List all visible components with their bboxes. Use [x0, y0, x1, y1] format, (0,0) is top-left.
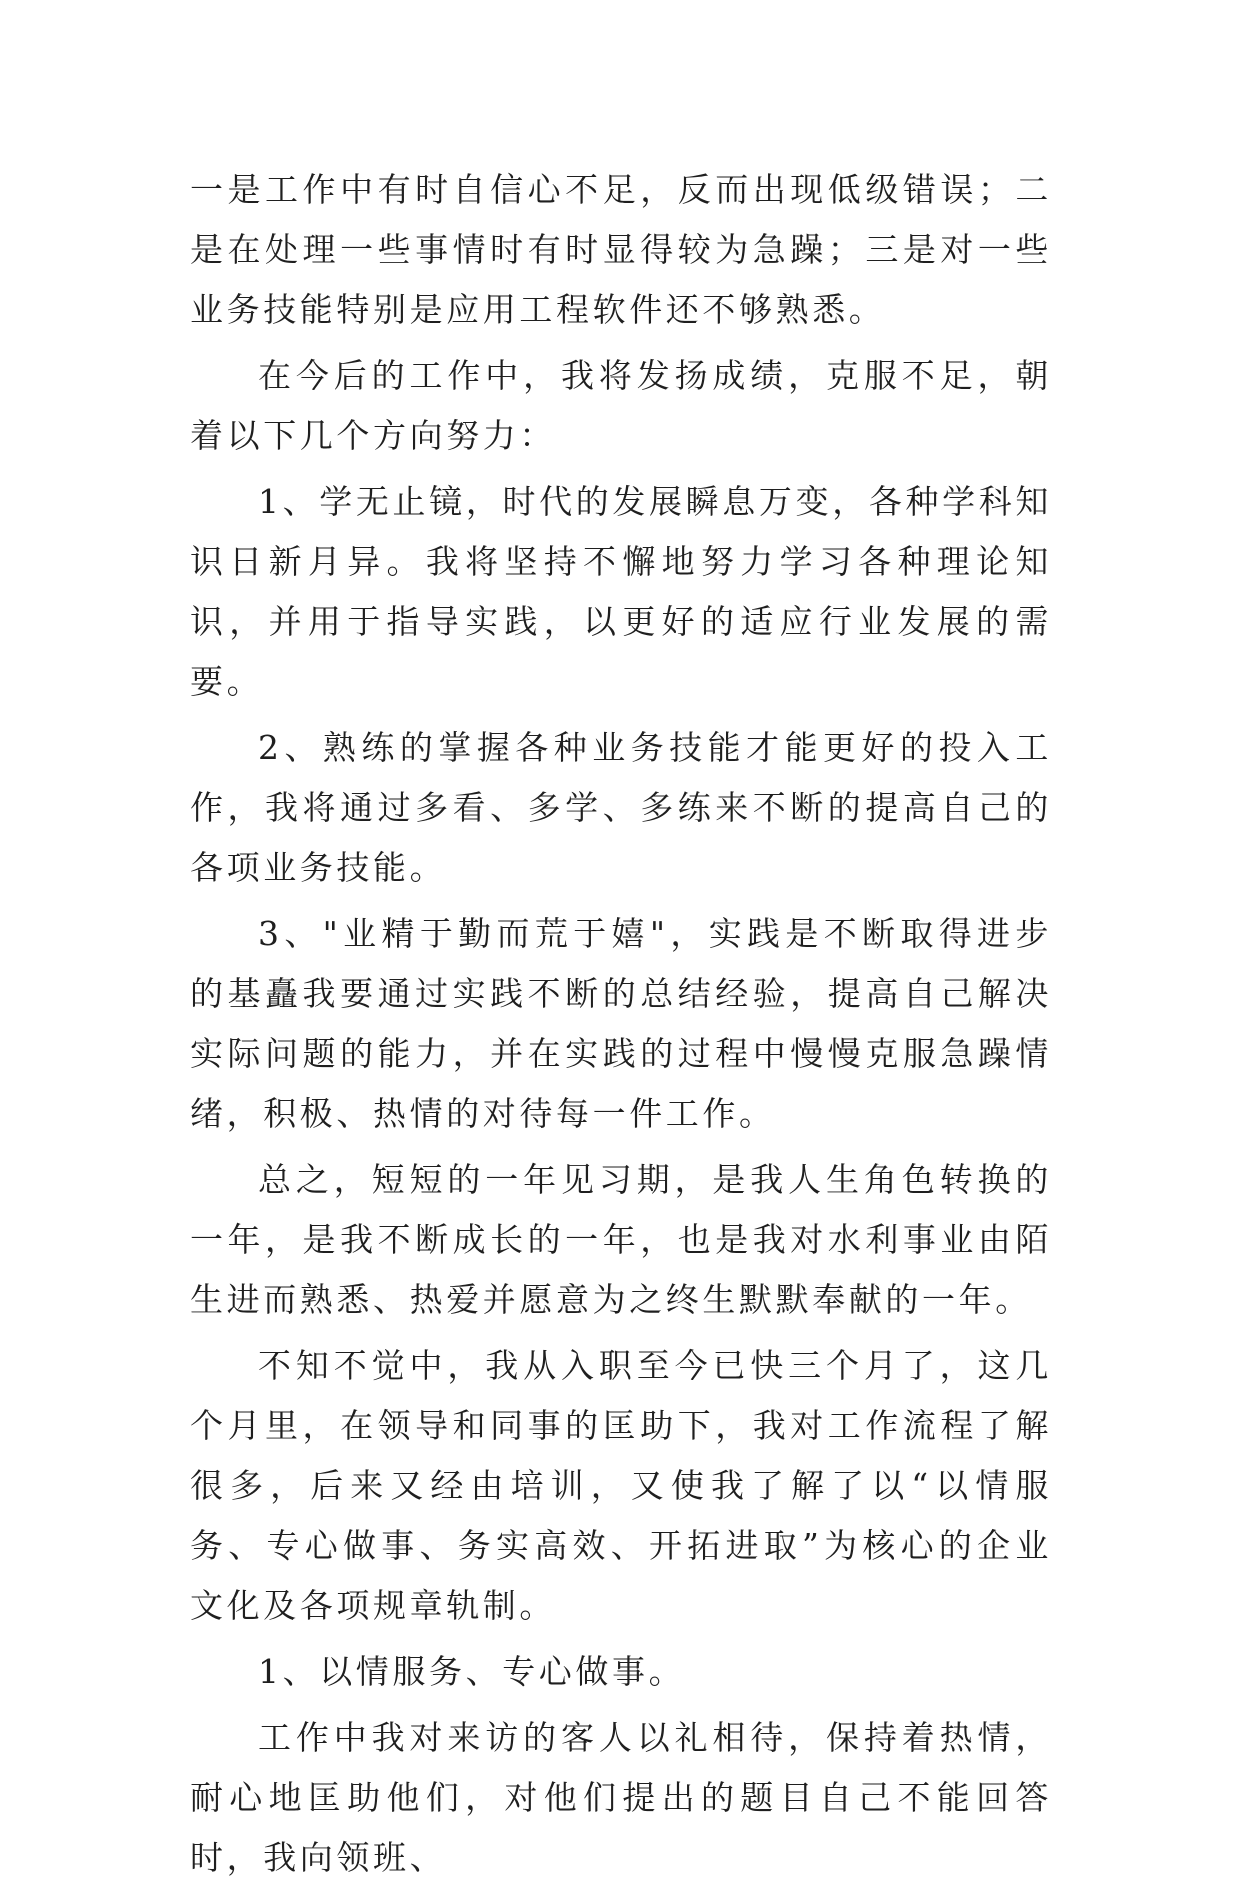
paragraph-point-1-learning: 1、学无止镜，时代的发展瞬息万变，各种学科知识日新月异。我将坚持不懈地努力学习各种理论知识，并用于指导实践，以更好的适应行业发展的需要。: [190, 482, 1052, 701]
paragraph-three-months: 不知不觉中，我从入职至今已快三个月了，这几个月里，在领导和同事的匡助下，我对工作流程了解很多，后来又经由培训，又使我了解了以“以情服务、专心做事、务实高效、开拓进取”为核心的企业文化及各项规章轨制。: [190, 1346, 1052, 1625]
paragraph-future-directions: 在今后的工作中，我将发扬成绩，克服不足，朝着以下几个方向努力：: [190, 356, 1052, 455]
paragraph-summary: 总之，短短的一年见习期，是我人生角色转换的一年，是我不断成长的一年，也是我对水利事业由陌生进而熟悉、热爱并愿意为之终生默默奉献的一年。: [190, 1160, 1052, 1319]
paragraph-service-heading: 1、以情服务、专心做事。: [258, 1652, 686, 1691]
paragraph-shortcomings: 一是工作中有时自信心不足，反而出现低级错误；二是在处理一些事情时有时显得较为急躁；三是对一些业务技能特别是应用工程软件还不够熟悉。: [190, 170, 1052, 329]
document-body: [190, 160, 1052, 1894]
paragraph-guests: 工作中我对来访的客人以礼相待，保持着热情，耐心地匡助他们，对他们提出的题目自己不能回答时，我向领班、: [190, 1718, 1052, 1877]
paragraph-point-3-practice: 3、"业精于勤而荒于嬉"，实践是不断取得进步的基矗我要通过实践不断的总结经验，提高自己解决实际问题的能力，并在实践的过程中慢慢克服急躁情绪，积极、热情的对待每一件工作。: [190, 914, 1052, 1133]
paragraph-point-2-skills: 2、熟练的掌握各种业务技能才能更好的投入工作，我将通过多看、多学、多练来不断的提高自己的各项业务技能。: [190, 728, 1052, 887]
